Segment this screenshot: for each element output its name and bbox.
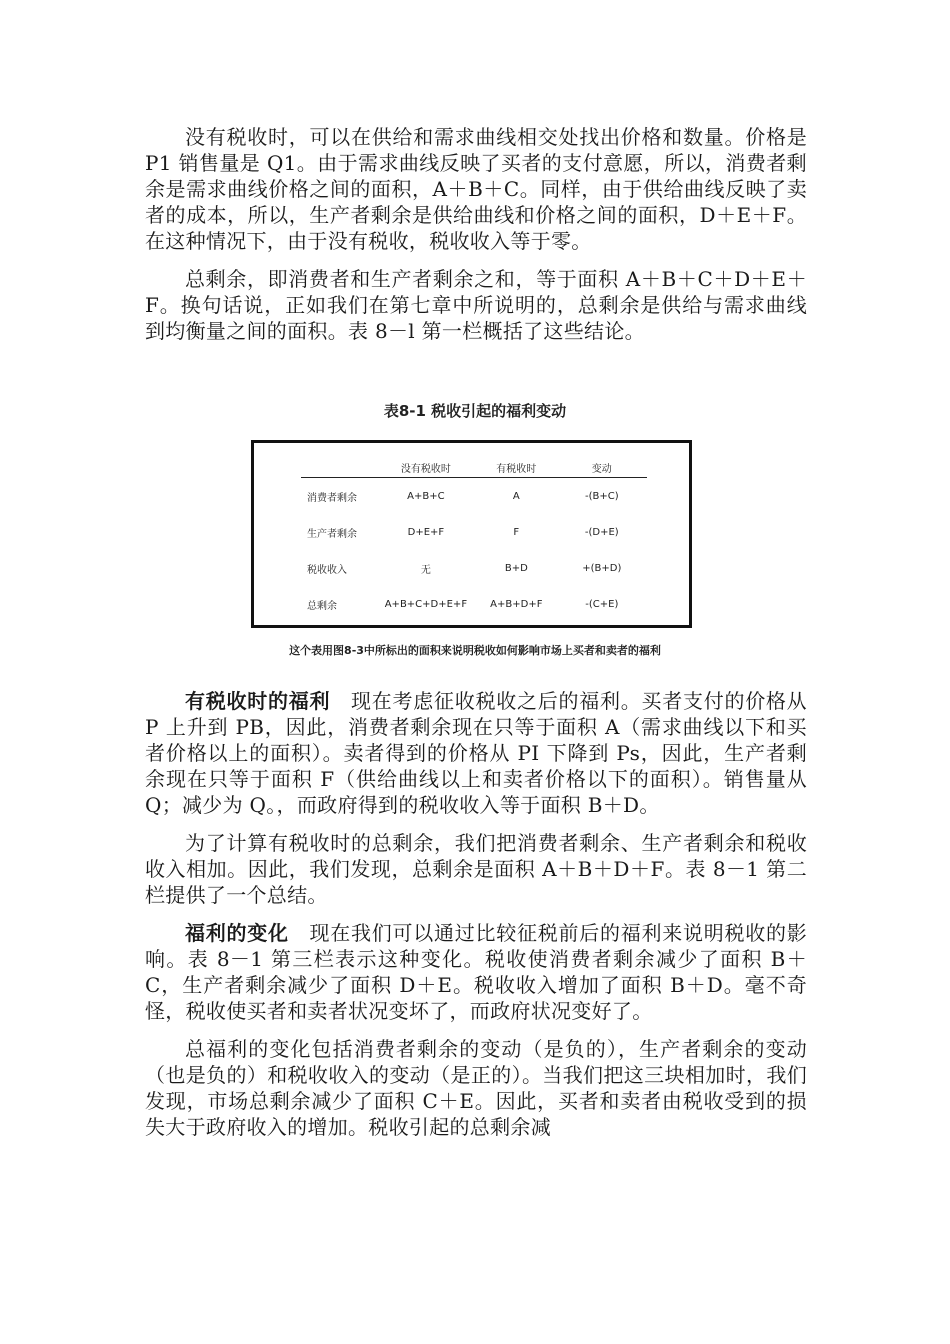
table-row xyxy=(301,478,647,514)
table-cell: -(C+E) xyxy=(585,598,619,610)
welfare-table-figure xyxy=(251,440,692,628)
table-title: 表8-1 税收引起的福利变动 xyxy=(383,402,567,420)
table-cell: A xyxy=(512,490,520,502)
table-cell: -(D+E) xyxy=(584,526,619,538)
welfare-table xyxy=(301,457,647,622)
row-label: 税收收入 xyxy=(307,564,347,576)
table-row xyxy=(301,514,647,550)
row-label: 消费者剩余 xyxy=(307,492,357,504)
top-text-block xyxy=(145,124,807,344)
paragraph: 总福利的变化包括消费者剩余的变动（是负的），生产者剩余的变动（也是负的）和税收收入的变动（是正的）。当我们把这三块相加时，我们发现，市场总剩余减少了面积 C＋E。因此，买者和卖者由税收受到的损失大于政府收入的增加。税收引起的总剩余减 xyxy=(145,1037,807,1139)
header-cell: 没有税收时 xyxy=(400,464,451,475)
table-caption: 这个表用图8-3中所标出的面积来说明税收如何影响市场上买者和卖者的福利 xyxy=(289,644,661,657)
paragraph: 为了计算有税收时的总剩余，我们把消费者剩余、生产者剩余和税收收入相加。因此，我们发现，总剩余是面积 A＋B＋D＋F。表 8－1 第二栏提供了一个总结。 xyxy=(145,831,807,907)
header-cell: 变动 xyxy=(591,464,612,475)
table-cell: A+B+C+D+E+F xyxy=(384,598,468,610)
table-cell: D+E+F xyxy=(407,526,445,538)
row-label: 生产者剩余 xyxy=(307,528,357,540)
table-cell: F xyxy=(513,526,520,538)
table-cell: 无 xyxy=(420,564,431,576)
table-cell: B+D xyxy=(504,562,528,574)
row-label: 总剩余 xyxy=(307,600,337,612)
table-cell: A+B+D+F xyxy=(490,598,543,610)
paragraph-welfare-with-tax xyxy=(145,688,807,818)
section-body: 现在我们可以通过比较征税前后的福利来说明税收的影响。表 8－1 第三栏表示这种变化。税收使消费者剩余减少了面积 B＋C，生产者剩余减少了面积 D＋E。税收收入增加了面积 B＋D。毫不奇怪，税收使买者和卖者状况变坏了，而政府状况变好了。 xyxy=(145,921,808,1023)
section-heading: 福利的变化 xyxy=(185,921,289,945)
header-cell: 有税收时 xyxy=(496,464,537,475)
section-body: 现在考虑征收税收之后的福利。买者支付的价格从 P 上升到 PB，因此，消费者剩余现在只等于面积 A（需求曲线以下和买者价格以上的面积）。卖者得到的价格从 PI 下降到 Ps，因此，生产者剩余现在只等于面积 F（供给曲线以上和卖者价格以下的面积）。销售量从 Q；减少为 Q。，而政府得到的税收收入等于面积 B＋D。 xyxy=(145,689,807,817)
table-cell: A+B+C xyxy=(407,490,445,502)
table-header-row xyxy=(301,457,647,478)
table-row xyxy=(301,550,647,586)
paragraph: 总剩余，即消费者和生产者剩余之和，等于面积 A＋B＋C＋D＋E＋F。换句话说，正如我们在第七章中所说明的，总剩余是供给与需求曲线到均衡量之间的面积。表 8－l 第一栏概括了这些结论。 xyxy=(145,267,807,343)
bottom-text-block xyxy=(145,688,807,1140)
table-row xyxy=(301,586,647,622)
paragraph-welfare-change xyxy=(145,920,807,1024)
section-heading: 有税收时的福利 xyxy=(185,689,331,713)
table-cell: +(B+D) xyxy=(582,562,622,574)
paragraph: 没有税收时，可以在供给和需求曲线相交处找出价格和数量。价格是 P1 销售量是 Q1。由于需求曲线反映了买者的支付意愿，所以，消费者剩余是需求曲线价格之间的面积，A＋B＋C。同样，由于供给曲线反映了卖者的成本，所以，生产者剩余是供给曲线和价格之间的面积，D＋E＋F。在这种情况下，由于没有税收，税收收入等于零。 xyxy=(145,125,807,253)
table-cell: -(B+C) xyxy=(584,490,619,502)
